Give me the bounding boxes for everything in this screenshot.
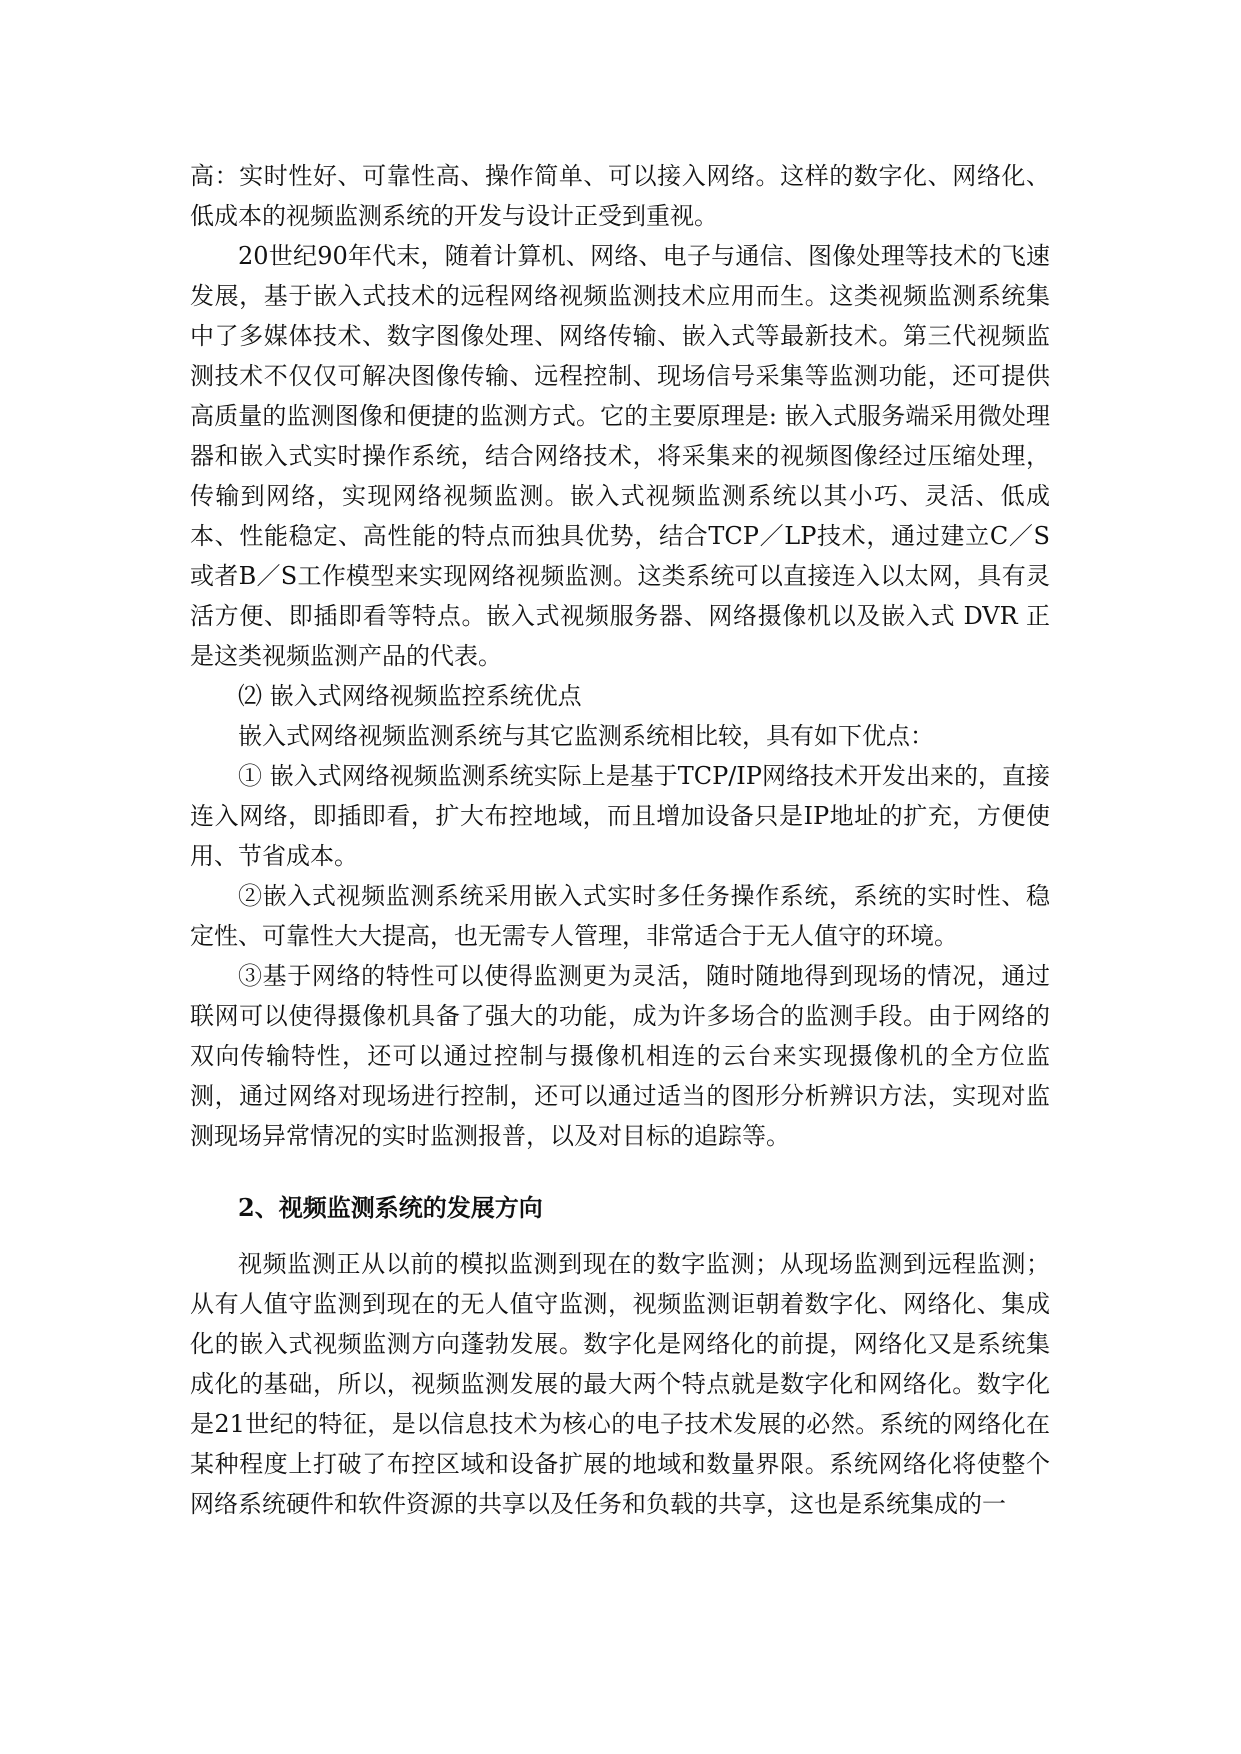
section-heading: 2、视频监测系统的发展方向 [238,1193,543,1222]
document-body [190,156,1050,1524]
list-item-advantage-2: ②嵌入式视频监测系统采用嵌入式实时多任务操作系统，系统的实时性、稳定性、可靠性大大提高，也无需专人管理，非常适合于无人值守的环境。 [190,882,1050,950]
paragraph-third-generation: 20世纪90年代末，随着计算机、网络、电子与通信、图像处理等技术的飞速发展，基于嵌入式技术的远程网络视频监测技术应用而生。这类视频监测系统集中了多媒体技术、数字图像处理、网络传输、嵌入式等最新技术。第三代视频监测技术不仅仅可解决图像传输、远程控制、现场信号采集等监测功能，还可提供高质量的监测图像和便捷的监测方式。它的主要原理是: 嵌入式服务端采用微处理器和嵌入式实时操作系统，结合网络技术，将采集来的视频图像经过压缩处理，传输到网络，实现网络视频监测。嵌入式视频监测系统以其小巧、灵活、低成本、性能稳定、高性能的特点而独具优势，结合TCP／LP技术，通过建立C／S或者B／S工作模型来实现网络视频监测。这类系统可以直接连入以太网，具有灵活方便、即插即看等特点。嵌入式视频服务器、网络摄像机以及嵌入式 DVR 正是这类视频监测产品的代表。 [190,242,1050,670]
subheading-advantages: ⑵ 嵌入式网络视频监控系统优点 [238,682,582,710]
paragraph-continuation: 高：实时性好、可靠性高、操作简单、可以接入网络。这样的数字化、网络化、低成本的视频监测系统的开发与设计正受到重视。 [190,162,1050,230]
list-item-advantage-3: ③基于网络的特性可以使得监测更为灵活，随时随地得到现场的情况，通过联网可以使得摄像机具备了强大的功能，成为许多场合的监测手段。由于网络的双向传输特性，还可以通过控制与摄像机相连的云台来实现摄像机的全方位监测，通过网络对现场进行控制，还可以通过适当的图形分析辨识方法，实现对监测现场异常情况的实时监测报普，以及对目标的追踪等。 [190,962,1050,1150]
paragraph-advantages-intro: 嵌入式网络视频监测系统与其它监测系统相比较，具有如下优点： [238,722,934,750]
paragraph-development: 视频监测正从以前的模拟监测到现在的数字监测；从现场监测到远程监测；从有人值守监测到现在的无人值守监测，视频监测讵朝着数字化、网络化、集成化的嵌入式视频监测方向蓬勃发展。数字化是网络化的前提，网络化又是系统集成化的基础，所以，视频监测发展的最大两个特点就是数字化和网络化。数字化是21世纪的特征，是以信息技术为核心的电子技术发展的必然。系统的网络化在某种程度上打破了布控区域和设备扩展的地域和数量界限。系统网络化将使整个网络系统硬件和软件资源的共享以及任务和负载的共享，这也是系统集成的一 [190,1250,1050,1518]
list-item-advantage-1: ① 嵌入式网络视频监测系统实际上是基于TCP/IP网络技术开发出来的，直接连入网络，即插即看，扩大布控地域，而且增加设备只是IP地址的扩充，方便使用、节省成本。 [190,762,1050,870]
